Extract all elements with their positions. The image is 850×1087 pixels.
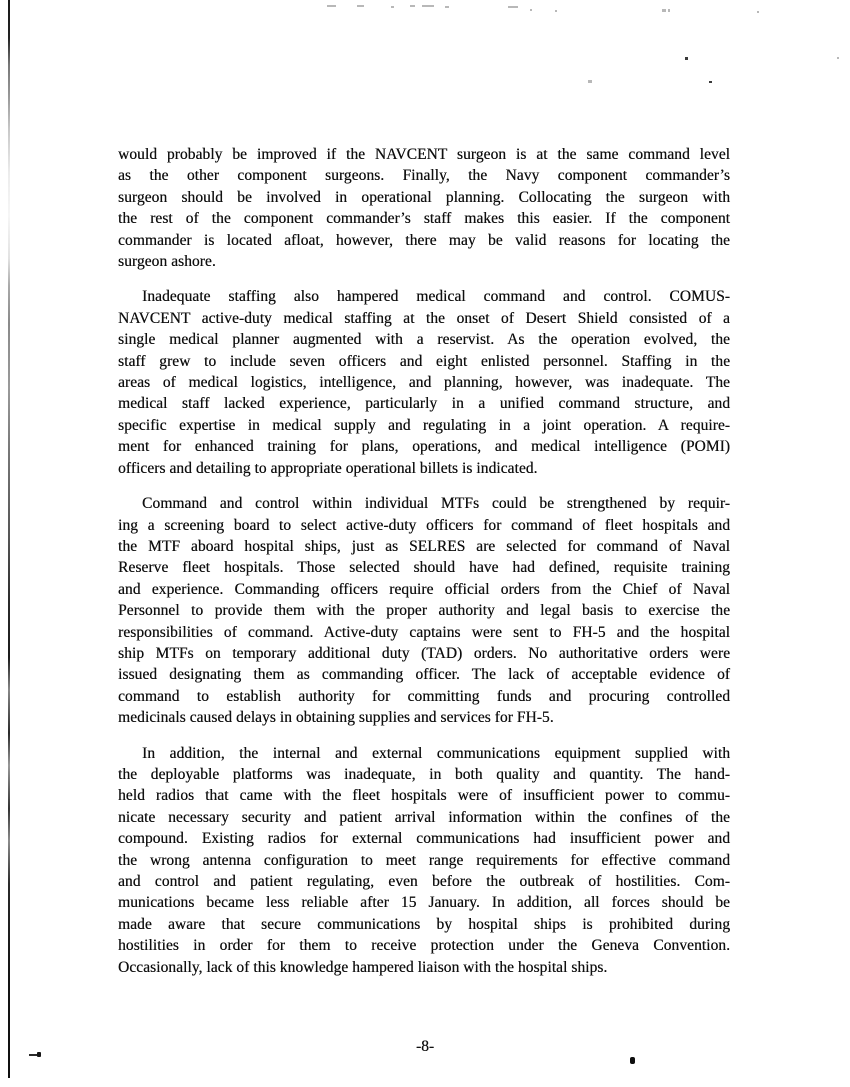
paragraph [118,144,730,272]
scan-speck [555,10,557,12]
text-line: the deployable platforms was inadequate, in both quality and quantity. The hand- [118,765,730,783]
scan-speck [357,5,364,7]
scan-speck [837,57,839,59]
text-line: hostilities in order for them to receive protection under the Geneva Convention. [118,937,730,955]
paragraph [118,493,730,728]
text-line: NAVCENT active-duty medical staffing at the onset of Desert Shield consisted of a [118,309,730,327]
text-line: compound. Existing radios for external communications had insufficient power and [118,830,730,848]
scan-speck [662,9,666,12]
scan-speck [327,5,336,7]
scan-speck [757,11,759,13]
text-line: surgeon should be involved in operational planning. Collocating the surgeon with [118,188,730,206]
text-line: responsibilities of command. Active-duty captains were sent to FH-5 and the hospital [118,623,730,641]
text-line: medicinals caused delays in obtaining supplies and services for FH-5. [118,709,554,727]
text-line: In addition, the internal and external communications equipment supplied with [142,744,730,762]
text-line: the rest of the component commander’s staff makes this easier. If the component [118,210,730,228]
text-line: officers and detailing to appropriate operational billets is indicated. [118,459,538,477]
text-line: surgeon ashore. [118,253,216,271]
text-line: Inadequate staffing also hampered medical command and control. COMUS- [142,288,730,306]
scan-speck [410,5,415,7]
scan-speck [508,6,518,8]
scan-speck [709,81,712,83]
scan-artifact-bottom-right-dot [630,1057,635,1064]
text-line: made aware that secure communications by hospital ships is prohibited during [118,915,730,933]
text-line: and control and patient regulating, even before the outbreak of hostilities. Com- [118,873,730,890]
text-line: staff grew to include seven officers and eight enlisted personnel. Staffing in the [118,352,730,370]
paragraph [118,286,730,479]
text-line: commander is located afloat, however, there may be valid reasons for locating the [118,231,730,249]
text-line: and experience. Commanding officers require official orders from the Chief of Naval [118,580,730,598]
scan-speck [530,9,532,11]
text-line: held radios that came with the fleet hospitals were of insufficient power to commu- [118,787,730,805]
scan-speck [445,6,449,8]
text-line: as the other component surgeons. Finally, the Navy component commander’s [118,167,730,185]
text-line: Occasionally, lack of this knowledge hampered liaison with the hospital ships. [118,958,608,976]
text-line: specific expertise in medical supply and regulating in a joint operation. A require- [118,416,730,434]
page-number: -8- [415,1038,435,1055]
text-line: munications became less reliable after 15 January. In addition, all forces should be [118,894,730,912]
text-line: single medical planner augmented with a reservist. As the operation evolved, the [118,331,730,349]
text-line: ment for enhanced training for plans, operations, and medical intelligence (POMI) [118,438,730,456]
scan-artifact-left-edge-line [8,0,10,1078]
text-line: would probably be improved if the NAVCENT surgeon is at the same command level [118,146,730,163]
text-line: Reserve fleet hospitals. Those selected should have had defined, requisite training [118,559,730,577]
paragraph [118,743,730,978]
text-line: the MTF aboard hospital ships, just as SELRES are selected for command of Naval [118,537,730,555]
text-line: issued designating them as commanding officer. The lack of acceptable evidence of [118,666,730,684]
text-line: the wrong antenna configuration to meet range requirements for effective command [118,851,730,869]
text-line: command to establish authority for committing funds and procuring controlled [118,687,730,705]
text-line: medical staff lacked experience, particularly in a unified command structure, and [118,395,730,413]
text-line: Personnel to provide them with the proper authority and legal basis to exercise the [118,602,730,620]
text-line: ing a screening board to select active-duty officers for command of fleet hospitals and [118,516,730,534]
document-body [118,144,730,992]
scan-speck [668,9,670,12]
scan-speck [422,5,434,7]
text-line: ship MTFs on temporary additional duty (TAD) orders. No authoritative orders were [118,644,730,662]
scan-speck [588,80,592,83]
text-line: Command and control within individual MTFs could be strengthened by requir- [142,495,730,513]
text-line: nicate necessary security and patient arrival information within the confines of the [118,808,730,826]
scan-speck [685,57,688,60]
text-line: areas of medical logistics, intelligence, and planning, however, was inadequate. The [118,374,730,392]
scan-artifact-bottom-left-dot [37,1052,41,1057]
scan-speck [391,6,394,8]
